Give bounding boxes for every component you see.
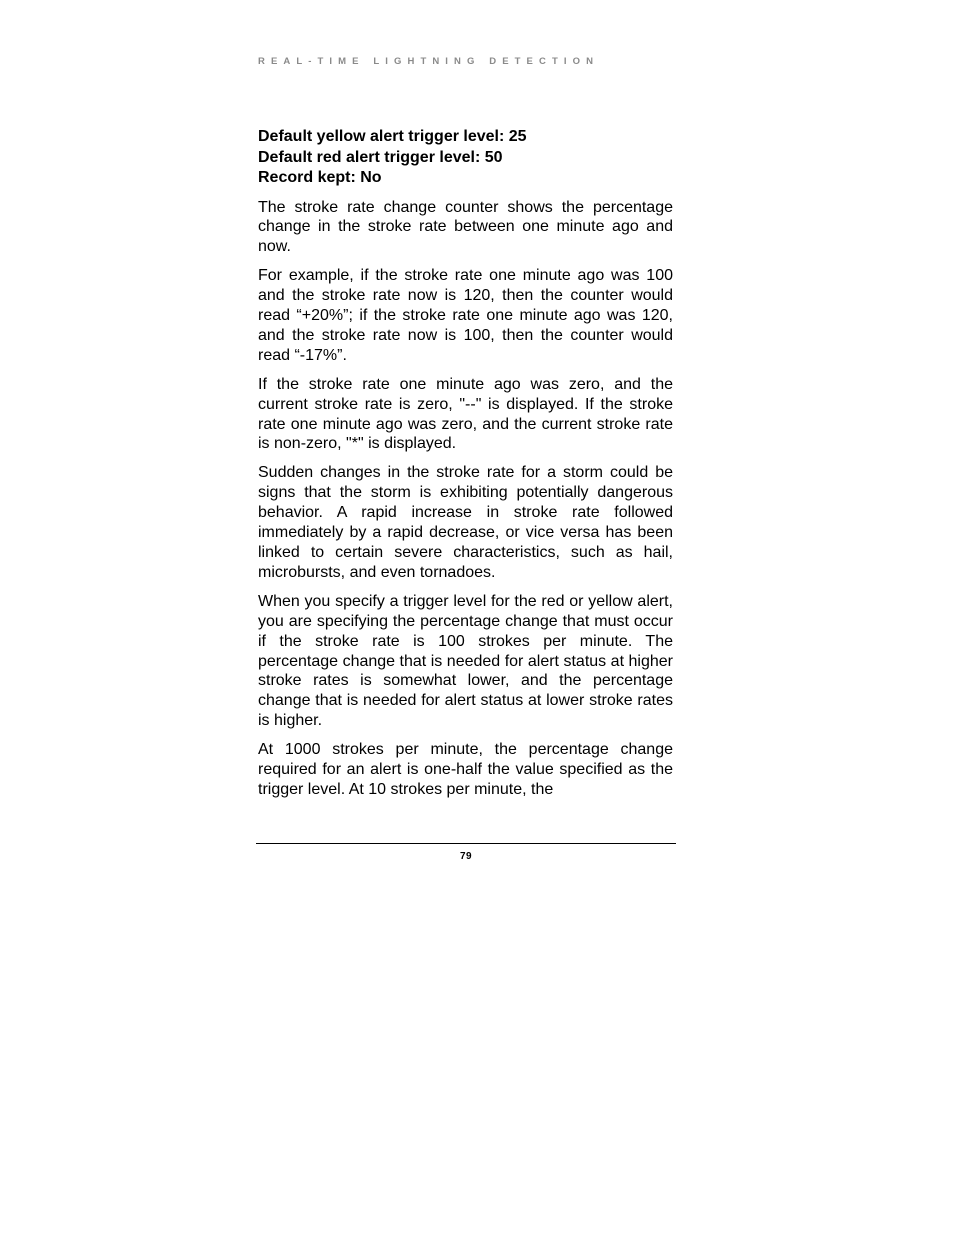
page-number: 79	[459, 851, 473, 862]
paragraph-zero-rate: If the stroke rate one minute ago was zero, and the current stroke rate is zero, "--" is displayed. If the stroke rate one minute ago was zero, and the current stroke rate is non-zero, "*" is displayed.	[258, 375, 673, 453]
paragraph-trigger-level: When you specify a trigger level for the red or yellow alert, you are specifying the percentage change that must occur if the stroke rate is 100 strokes per minute. The percentage change that is needed for alert status at higher stroke rates is somewhat lower, and the percentage change that is needed for alert status at lower stroke rates is higher.	[258, 592, 673, 730]
running-header: REAL-TIME LIGHTNING DETECTION	[258, 56, 600, 67]
red-alert-spec: Default red alert trigger level: 50	[258, 148, 503, 166]
paragraph-example: For example, if the stroke rate one minute ago was 100 and the stroke rate now is 120, then the counter would read “+20%”; if the stroke rate one minute ago was 120, and the stroke rate now is 100, then the counter would read “-17%”.	[258, 267, 673, 364]
alert-specs	[258, 127, 673, 189]
yellow-alert-spec: Default yellow alert trigger level: 25	[258, 128, 527, 145]
footer-rule	[256, 843, 676, 844]
paragraph-counter-description: The stroke rate change counter shows the percentage change in the stroke rate between one minute ago and now.	[258, 198, 673, 256]
paragraph-sudden-changes: Sudden changes in the stroke rate for a storm could be signs that the storm is exhibiting potentially dangerous behavior. A rapid increase in stroke rate followed immediately by a rapid decrease, or vice versa has been linked to certain severe characteristics, such as hail, microbursts, and even tornadoes.	[258, 464, 673, 581]
page-body	[258, 127, 673, 809]
paragraph-thousand-strokes: At 1000 strokes per minute, the percentage change required for an alert is one-half the value specified as the trigger level. At 10 strokes per minute, the	[258, 741, 673, 798]
record-kept-spec: Record kept: No	[258, 169, 382, 186]
